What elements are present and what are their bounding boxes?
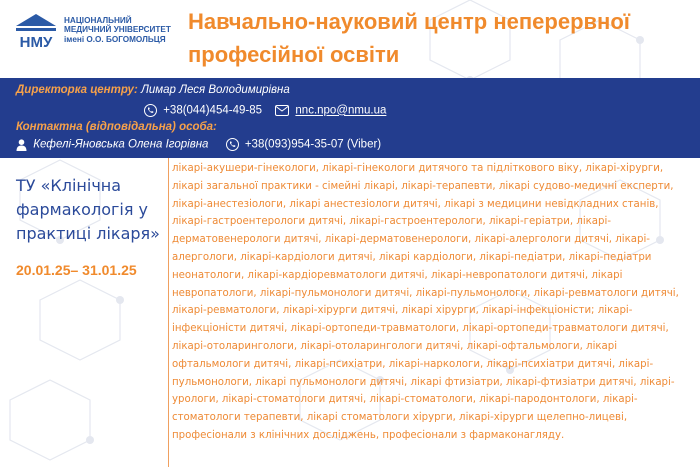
person-icon xyxy=(16,139,27,151)
email-icon xyxy=(275,105,289,116)
contact-person-name: Кефелі-Яновська Олена Ігорівна xyxy=(33,138,209,151)
center-title: Навчально-науковий центр неперервної професійної освіти xyxy=(188,9,630,67)
course-dates: 20.01.25– 31.01.25 xyxy=(16,262,137,278)
director-row xyxy=(16,84,290,96)
header xyxy=(0,0,700,78)
target-audience-text: лікарі-акушери-гінекологи, лікарі-гінекологи дитячого та підліткового віку, лікарі-хірурги, лікарі загальної практики - сімейні лікарі, лікарі-терапевти, лікарі судово-медичні експерти, лікарі-анестезіологи, лікарі анестезіологи дитячі, лікарі з медицини невідкладних станів, лікарі-гастроентерологи дитячі, лікарі-гастроентерологи, лікарі-геріатри, лікарі-дерматовенерологи дитячі, лікарі-дерматовенерологи, лікарі-алергологи дитячі, лікарі-алергологи, лікарі-кардіологи дитячі, лікарі кардіологи, лікарі-педіатри, лікарі-педіатри неонатологи, лікарі-кардіоревматологи дитячі, лікарі-невропатологи дитячі, лікарі невропатологи, лікарі-пульмонологи дитячі, лікарі-пульмонологи, лікарі-ревматологи дитячі, лікарі-ревматологи, лікарі-хірурги дитячі, лікарі хірурги, лікарі-інфекціоністи; лікарі-інфекціоністи дитячі, лікарі-ортопеди-травматологи, лікарі-ортопеди-травматологи дитячі, лікарі-отоларингологи, лікарі-отоларингологи дитячі, лікарі-офтальмологи, лікарі офтальмологи дитячі, лікарі-психіатри, лікарі-наркологи, лікарі-психіатри дитячі, лікарі-пульмонологи, лікарі пульмонологи дитячі, лікарі фтизіатри, лікарі-фтизіатри дитячі, лікарі-урологи, лікарі-стоматологи дитячі, лікарі-стоматологи, лікарі-пародонтологи, лікарі-стоматологи терапевти, лікарі стоматологи хірурги, лікарі-хірурги щелепно-лицеві, професіонали з клінічних досліджень, професіонали з фармаконагляду. xyxy=(172,163,679,441)
course-panel xyxy=(0,158,168,467)
contacts-band xyxy=(0,78,700,158)
column-divider xyxy=(168,158,169,467)
university-logo-mark xyxy=(14,12,58,52)
center-contacts-row xyxy=(144,104,386,117)
contact-person-row xyxy=(16,138,381,151)
university-logo[interactable] xyxy=(14,12,194,52)
contact-label-row xyxy=(16,121,217,133)
contact-phone[interactable]: +38(093)954-35-07 (Viber) xyxy=(244,138,382,151)
logo-letters: НМУ xyxy=(19,34,53,51)
university-name xyxy=(64,16,171,44)
center-email-link[interactable]: nnc.npo@nmu.ua xyxy=(295,104,387,117)
university-name-line2: МЕДИЧНИЙ УНІВЕРСИТЕТ xyxy=(64,25,171,35)
contact-person-label: Контактна (відповідальна) особа: xyxy=(16,121,217,133)
university-name-line3: імені О.О. БОГОМОЛЬЦЯ xyxy=(64,34,166,44)
director-name: Лимар Леся Володимирівна xyxy=(140,84,290,96)
university-name-line1: НАЦІОНАЛЬНИЙ xyxy=(64,16,132,25)
course-title: ТУ «Клінічна фармакологія у практиці лікаря» xyxy=(16,176,160,243)
phone-icon xyxy=(144,104,157,117)
phone-icon xyxy=(226,138,239,151)
center-phone[interactable]: +38(044)454-49-85 xyxy=(163,104,262,117)
director-label: Директорка центру: xyxy=(16,84,138,96)
